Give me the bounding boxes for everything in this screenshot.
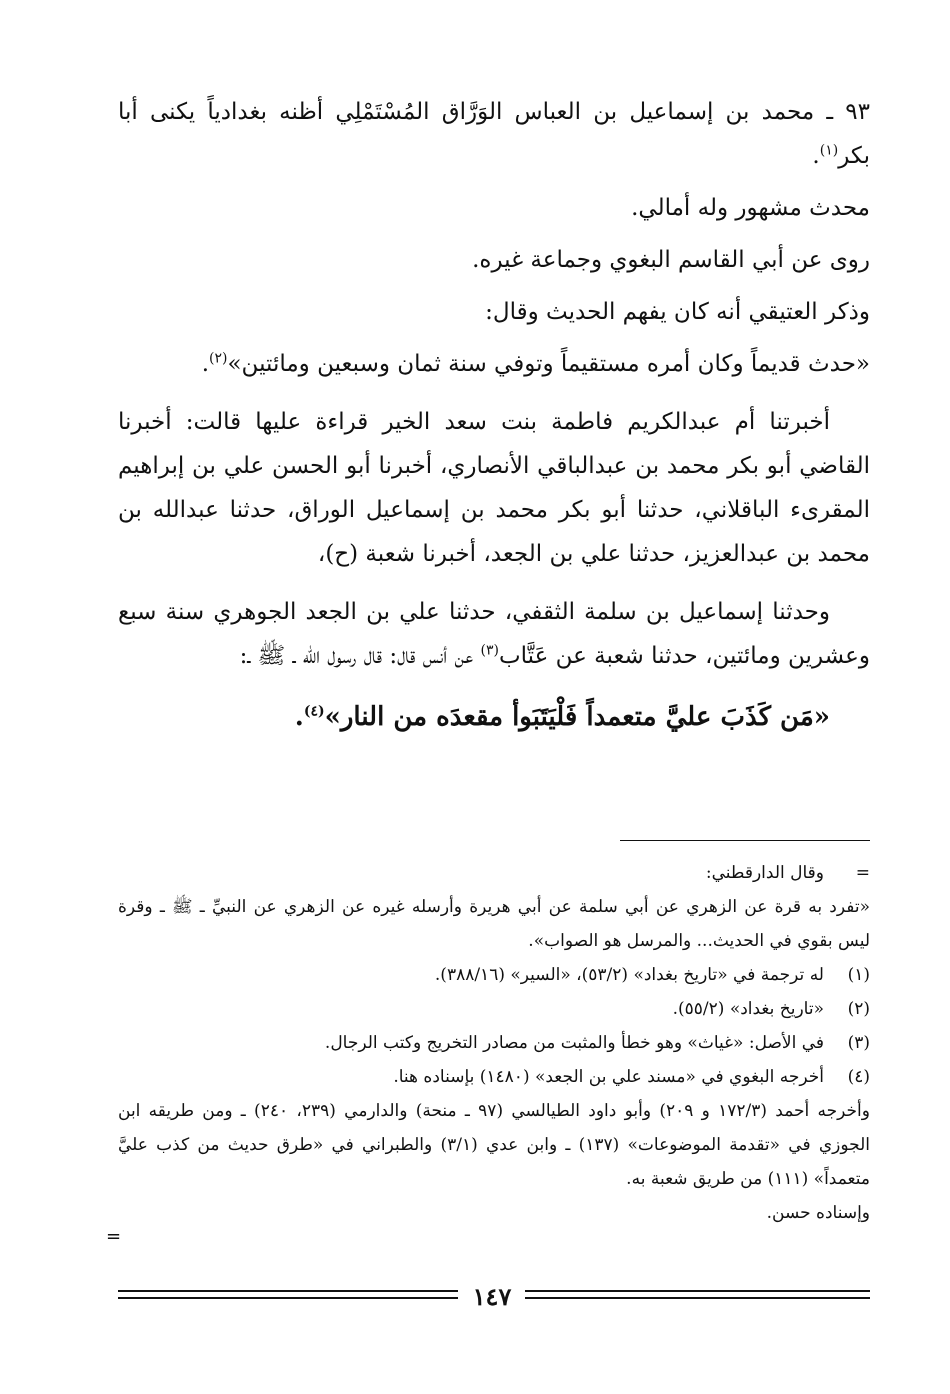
footnote-4 — [118, 1060, 870, 1094]
footnote-continuation-quote — [118, 890, 870, 958]
continuation-mark: = — [855, 863, 870, 883]
continuation-quote: «تفرد به قرة عن الزهري عن أبي سلمة عن أبي هريرة وأرسله غيره عن الزهري عن النبيِّ ـ ﷺ ـ وقرة ليس بقوي في الحديث... والمرسل هو الصواب». — [118, 897, 870, 951]
isnad-2-part-b: عن أنس قال: قال رسول الله ـ ﷺ ـ: — [239, 643, 481, 669]
footnote-4-mark: (٤) — [847, 1067, 870, 1087]
footnote-ref-3: (٣) — [480, 642, 499, 659]
continuation-text: وقال الدارقطني: — [705, 863, 824, 883]
entry-line-end: . — [812, 143, 820, 169]
footnote-4-more — [118, 1094, 870, 1196]
page-number: ١٤٧ — [472, 1282, 512, 1311]
entry-line: ٩٣ ـ محمد بن إسماعيل بن العباس الوَرَّاق المُسْتَمْلِي أظنه بغدادياً يكنى أبا بكر — [118, 99, 870, 169]
footnote-ref-2: (٢) — [209, 350, 228, 367]
hadith-quote — [118, 692, 870, 742]
paragraph-isnad-1: أخبرتنا أم عبدالكريم فاطمة بنت سعد الخير قراءة عليها قالت: أخبرنا القاضي أبو بكر محمد بن عبدالباقي الأنصاري، أخبرنا أبو الحسن علي بن إبراهيم المقرىء الباقلاني، حدثنا أبو بكر محمد بن إسماعيل الوراق، حدثنا عبدالله بن محمد بن عبدالعزيز، حدثنا علي بن الجعد، أخبرنا شعبة (ح)، — [118, 409, 870, 567]
next-page-continuation-mark: = — [106, 1226, 122, 1247]
footnote-4-more-text: وأخرجه أحمد (١٧٢/٣ و ٢٠٩) وأبو داود الطيالسي (٩٧ ـ منحة) والدارمي (٢٣٩، ٢٤٠) ـ ومن طريقه ابن الجوزي في «تقدمة الموضوعات» (١٣٧) ـ وابن عدي (٣/١) والطبراني في «طرق حديث من كذب عليَّ متعمداً» (١١١) من طريق شعبة به. — [118, 1101, 870, 1189]
quote-atiqi: «حدث قديماً وكان أمره مستقيماً وتوفي سنة ثمان وسبعين ومائتين» — [227, 351, 870, 377]
page-rule-right — [525, 1290, 870, 1300]
hadith-end: . — [294, 702, 304, 732]
footnote-1-text: له ترجمة في «تاريخ بغداد» (٥٣/٢)، «السير» (٣٨٨/١٦). — [434, 965, 824, 985]
footnote-4-last — [118, 1196, 870, 1230]
page-rule-left — [118, 1290, 458, 1300]
footnote-4-text: أخرجه البغوي في «مسند علي بن الجعد» (١٤٨٠) بإسناده هنا. — [393, 1067, 824, 1087]
entry-heading — [118, 90, 870, 178]
footnote-1 — [118, 958, 870, 992]
footnote-separator — [620, 840, 870, 841]
paragraph-4-end: . — [201, 351, 210, 377]
footnote-3 — [118, 1026, 870, 1060]
paragraph-isnad-2 — [118, 590, 870, 678]
isnad-2-part-a: وحدثنا إسماعيل بن سلمة الثقفي، حدثنا علي بن الجعد الجوهري سنة سبع وعشرين ومائتين، حدثنا شعبة عن عَتَّاب — [118, 599, 870, 669]
footnote-ref-4: (٤) — [303, 703, 325, 720]
paragraph-1: محدث مشهور وله أمالي. — [631, 195, 870, 221]
footnote-continuation — [118, 856, 870, 890]
footnote-2-mark: (٢) — [847, 999, 870, 1019]
footnote-2 — [118, 992, 870, 1026]
footnotes — [118, 856, 870, 1230]
footnote-1-mark: (١) — [847, 965, 870, 985]
footnote-3-mark: (٣) — [847, 1033, 870, 1053]
footnote-3-text: في الأصل: «غياث» وهو خطأ والمثبت من مصادر التخريج وكتب الرجال. — [324, 1033, 824, 1053]
paragraph-4 — [118, 342, 870, 386]
main-text — [118, 90, 870, 768]
paragraph-2: روى عن أبي القاسم البغوي وجماعة غيره. — [472, 247, 870, 273]
paragraph-3: وذكر العتيقي أنه كان يفهم الحديث وقال: — [485, 299, 870, 325]
hadith-text: «مَن كَذَبَ عليَّ متعمداً فَلْيَتَبَوأ مقعدَه من النار» — [324, 702, 830, 732]
footnote-2-text: «تاريخ بغداد» (٥٥/٢). — [672, 999, 824, 1019]
footnote-ref-1: (١) — [819, 142, 839, 159]
footnote-4-last-text: وإسناده حسن. — [766, 1203, 870, 1223]
